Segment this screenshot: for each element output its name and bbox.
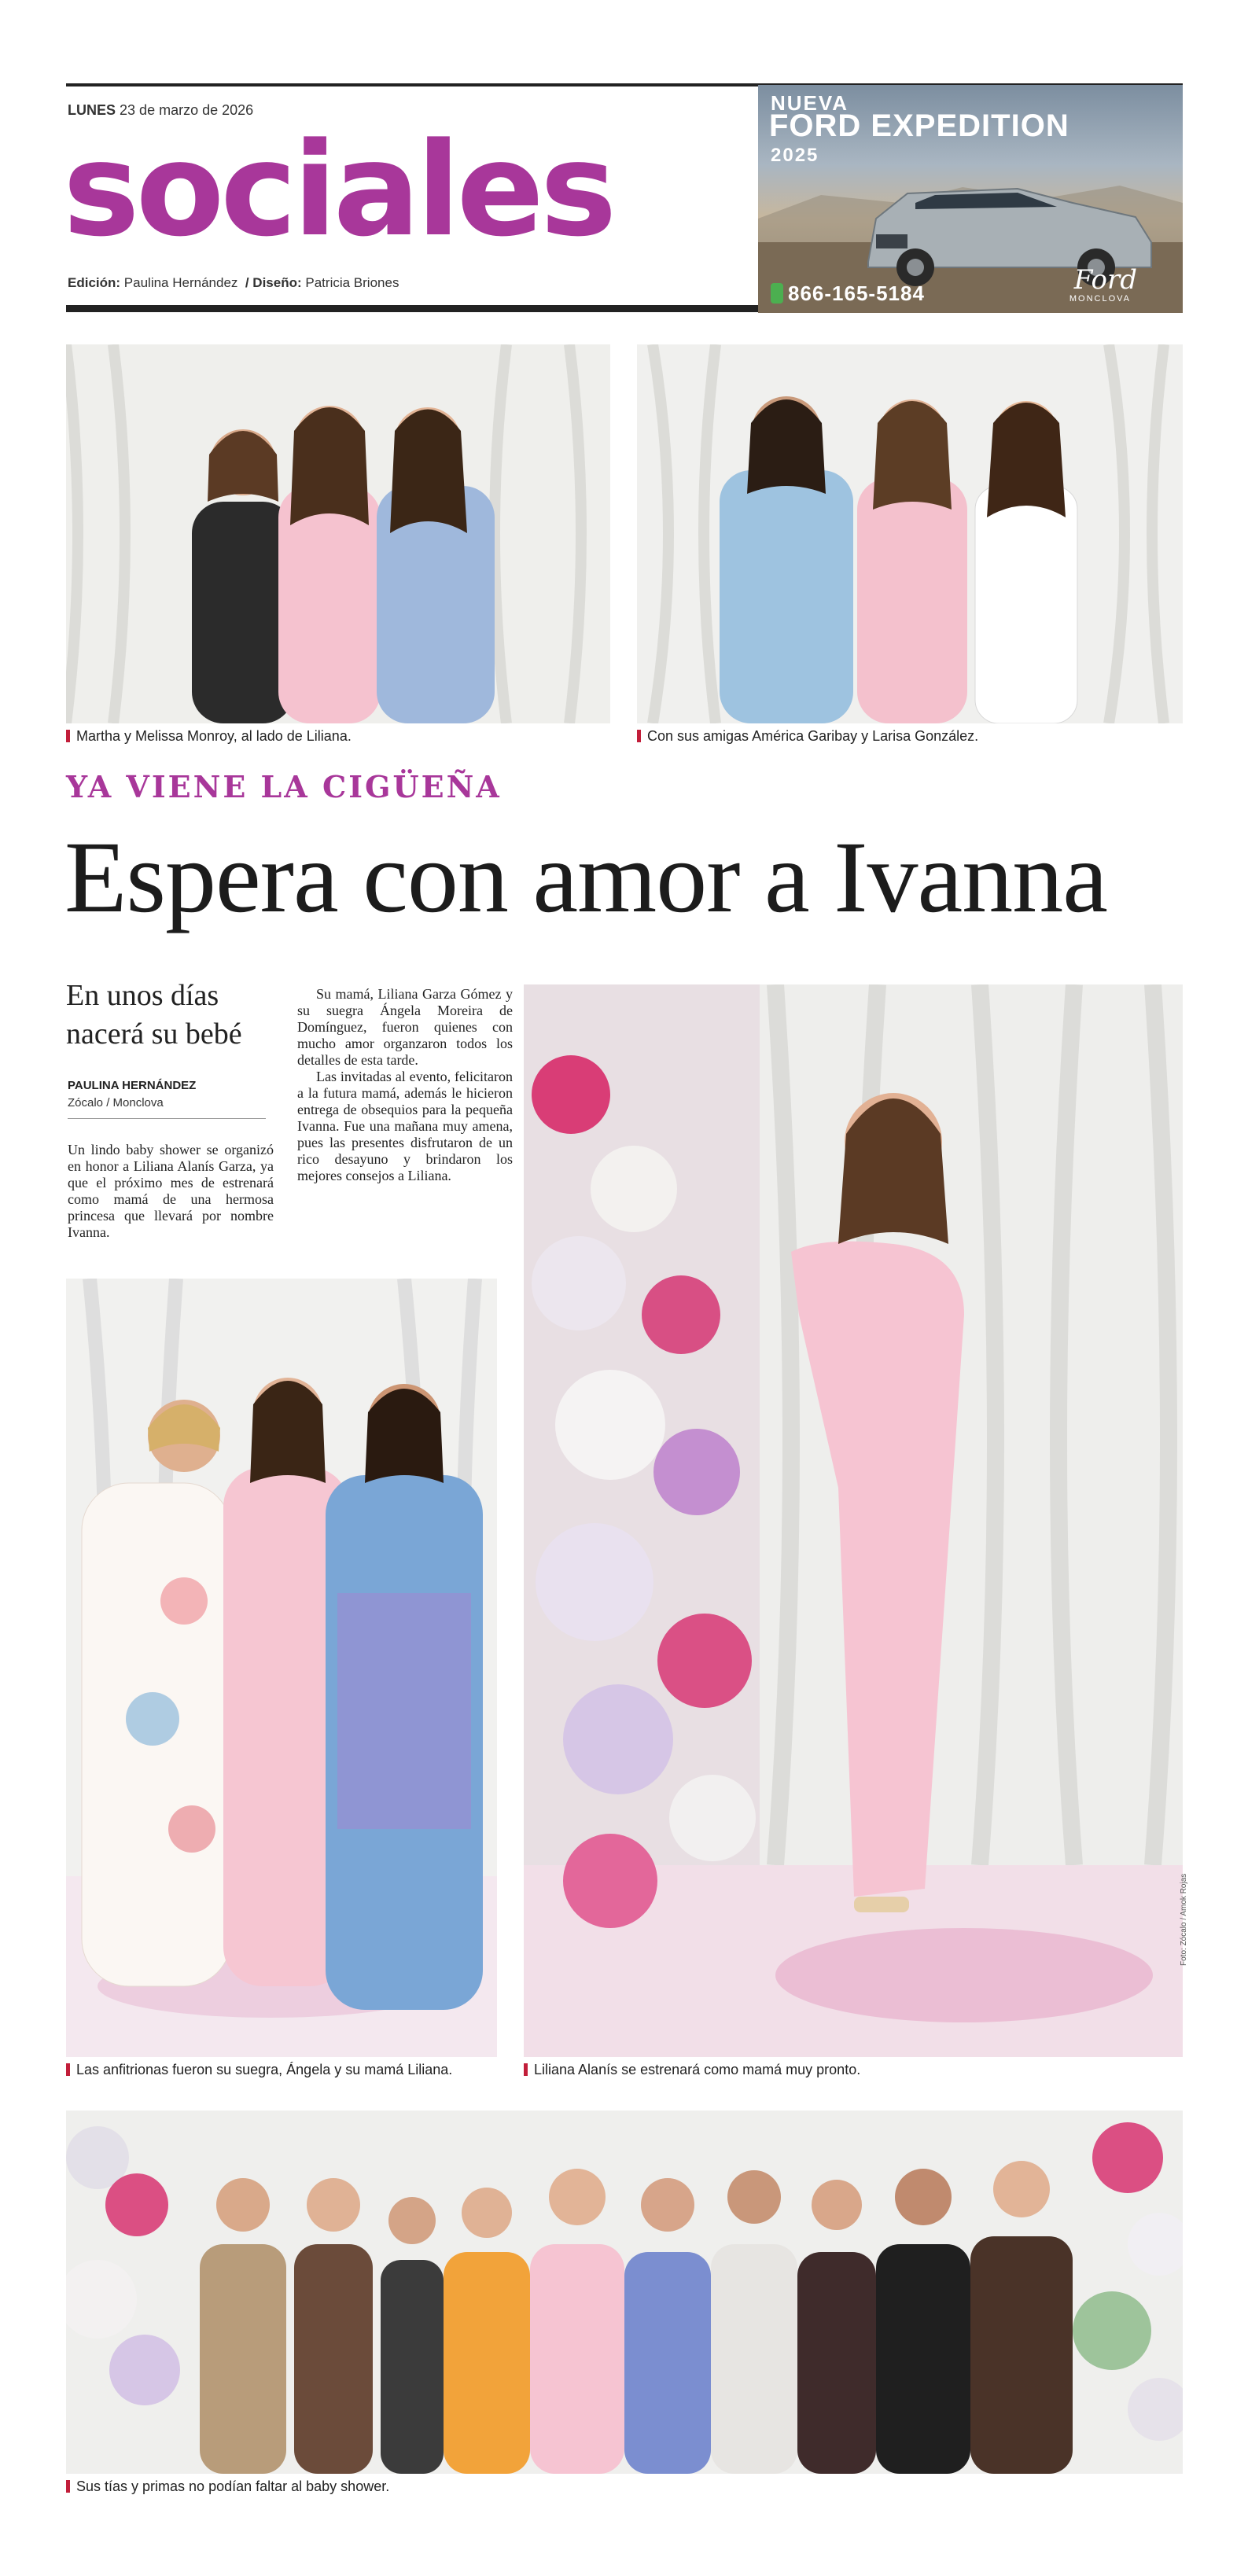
photo-credit: Foto: Zócalo / Amok Rojas xyxy=(1180,1873,1188,1966)
edition-credits xyxy=(68,275,399,291)
caption-photo5 xyxy=(66,2478,389,2495)
caption-marker xyxy=(66,2480,70,2493)
edicion-name: Paulina Hernández xyxy=(123,275,238,290)
photo-martha-melissa xyxy=(66,344,610,723)
ad-line-nueva: NUEVA xyxy=(771,91,849,115)
article-paragraph-3: Las invitadas al evento, felicitaron a la futura mamá, además le hicieron entrega de obsequios para la pequeña Ivanna. Fue una mañana muy amena, pues las presentes disfrutaron de un rico desayuno y brindaron los mejores consejos a Liliana. xyxy=(297,1069,513,1183)
article-location: Zócalo / Monclova xyxy=(68,1096,164,1110)
caption-photo3-text: Las anfitrionas fueron su suegra, Ángela y su mamá Liliana. xyxy=(76,2062,453,2077)
ad-phone xyxy=(771,282,925,306)
ad-city: MONCLOVA xyxy=(1069,294,1131,304)
caption-photo1 xyxy=(66,728,352,745)
header-bottom-rule xyxy=(66,305,758,312)
byline-rule xyxy=(68,1118,266,1119)
caption-photo4 xyxy=(524,2062,860,2078)
caption-marker xyxy=(524,2063,528,2076)
ad-phone-number: 866-165-5184 xyxy=(788,282,925,305)
article-author: PAULINA HERNÁNDEZ xyxy=(68,1079,197,1092)
photo-anfitrionas xyxy=(66,1279,497,2057)
day-label: LUNES xyxy=(68,102,116,118)
article-paragraph-1: Un lindo baby shower se organizó en honor a Liliana Alanís Garza, ya que el próximo mes de estrenará como mamá de una hermosa princesa que llevará por nombre Ivanna. xyxy=(68,1142,274,1240)
photo-america-larisa xyxy=(637,344,1183,723)
photo-liliana xyxy=(524,984,1183,2057)
caption-marker xyxy=(637,730,641,742)
date-text: 23 de marzo de 2026 xyxy=(120,102,254,118)
caption-photo1-text: Martha y Melissa Monroy, al lado de Liliana. xyxy=(76,728,352,744)
ford-logo: Ford xyxy=(1073,264,1137,296)
caption-photo3 xyxy=(66,2062,452,2078)
caption-photo2-text: Con sus amigas América Garibay y Larisa González. xyxy=(647,728,979,744)
section-title: sociales xyxy=(63,115,613,265)
ad-model: FORD EXPEDITION xyxy=(769,109,1069,143)
caption-photo2 xyxy=(637,728,978,745)
caption-photo4-text: Liliana Alanís se estrenará como mamá muy pronto. xyxy=(534,2062,861,2077)
phone-icon xyxy=(771,283,783,304)
article-deck: En unos días nacerá su bebé xyxy=(66,979,242,1051)
caption-marker xyxy=(66,2063,70,2076)
diseno-name: Patricia Briones xyxy=(305,275,399,290)
article-paragraph-2: Su mamá, Liliana Garza Gómez y su suegra Ángela Moreira de Domínguez, fueron quienes con mucho amor organzaron todos los detalles de esta tarde. xyxy=(297,986,513,1068)
article-kicker: YA VIENE LA CIGÜEÑA xyxy=(66,769,502,804)
photo-tias-primas xyxy=(66,2110,1183,2474)
caption-marker xyxy=(66,730,70,742)
article-headline: Espera con amor a Ivanna xyxy=(64,821,1107,934)
edicion-label: Edición: xyxy=(68,275,121,290)
diseno-label: / Diseño: xyxy=(245,275,302,290)
ad-year: 2025 xyxy=(771,145,819,166)
article-column-2 xyxy=(297,986,513,1184)
caption-photo5-text: Sus tías y primas no podían faltar al baby shower. xyxy=(76,2478,390,2494)
ford-ad[interactable] xyxy=(758,85,1183,313)
